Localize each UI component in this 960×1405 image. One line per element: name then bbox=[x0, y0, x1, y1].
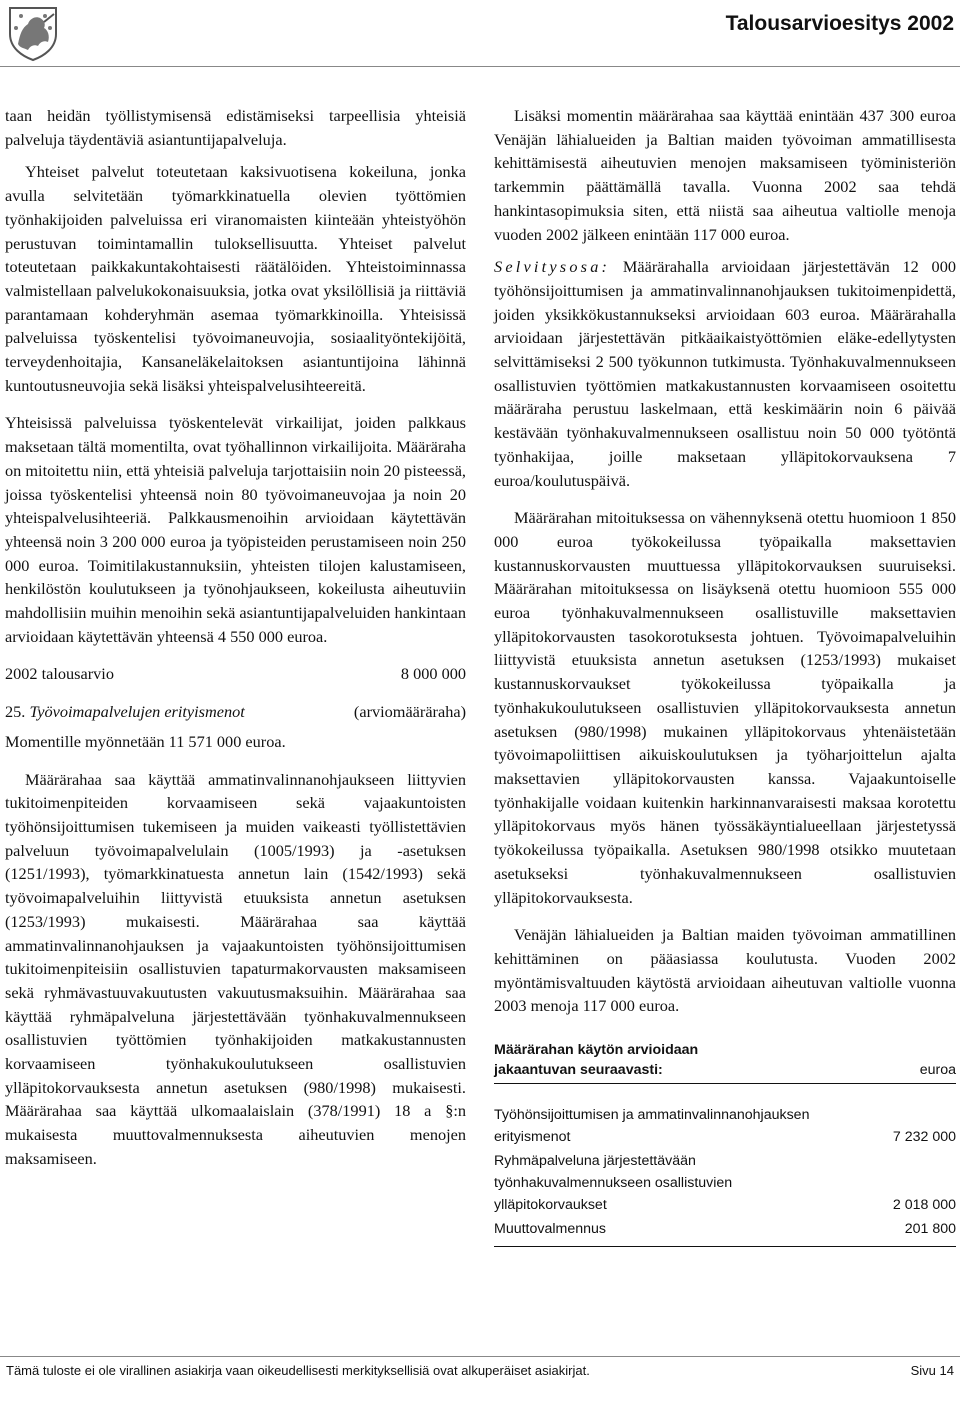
document-title: Talousarvioesitys 2002 bbox=[725, 12, 954, 35]
section-type: (arviomääräraha) bbox=[353, 702, 466, 722]
budget-value: 8 000 000 bbox=[400, 664, 466, 684]
budget-label: 2002 talousarvio bbox=[5, 664, 114, 684]
row-value: 201 800 bbox=[904, 1221, 956, 1238]
paragraph: Määrärahan mitoituksessa on vähennyksenä otettu huomioon 1 850 000 euroa työkokeilussa työpaikalla maksettavien kustannuskorvausten muuttuessa ylläpitokorvauksen suuruiseksi. Määrärahan mitoituksessa on lisäyksenä otettu huomioon 555 000 euroa työnhakuvalmennukseen osallistuville maksettavien ylläpitokorvausten tasokorotuksesta johtuen. Työvoimapalveluihin liittyvistä etuuksista annetun asetuksen (1253/1993) mukaiset kustannuskorvaukset työkokeilussa työpaikalla ja työnhakukoulutukseen osallistuvien ylläpitokorvauksesta annetun asetuksen (980/1998) mukainen ylläpitokorvaus yhtenäistetään työvoimapoliittisen aikuiskoulutuksen ja työharjoittelun ajalta maksettavien ylläpitokorvausten kanssa. Vajaakuntoiselle työnhakijalle voidaan kuitenkin harkinnanvaraisesti maksaa korotettu ylläpitokorvaus myös hänen työssäkäyntialueellaan järjestetyssä työkokeilussa työpaikalla. Asetuksen 980/1998 otsikko muutetaan asetukseksi työnhakuvalmennukseen osallistuvien ylläpitokorvauksesta. bbox=[494, 508, 956, 907]
paragraph: Määrärahaa saa käyttää ammatinvalinnanohjaukseen liittyvien tukitoimenpiteiden korvaamiseen sekä vajaakuntoisten työhönsijoittumisen tukemiseen ja muiden vaikeasti työllistettävien palveluun työvoimapalvelulain (1005/1993) ja -asetuksen (1251/1993), työmarkkinatuesta annetun lain (1542/1993) sekä työvoimapalveluihin liittyvistä etuuksista annetun asetuksen (1253/1993) mukaisesti. Määrärahaa saa käyttää ammatinvalinnanohjauksen ja vajaakuntoisten työhönsijoittumisen tukitoimenpiteisiin osallistuvien tapaturmakorvausten maksamiseen sekä ryhmävastuuvakuutusten vakuutusmaksuihin. Määrärahaa saa käyttää ryhmäpalveluna järjestettävään työnhakuvalmennukseen osallistuvien työttömien työnhakijoiden matkakustannusten korvaamiseen työnhakukoulutukseen osallistuvien ylläpitokorvauksesta annetun asetuksen (980/1998) mukaisesti. Määrärahaa saa käyttää ulkomaalaislain (378/1991) 18 a §:n mukaisesta muuttovalmennuksesta aiheutuvien menojen maksamiseen. bbox=[5, 769, 466, 1168]
header-divider bbox=[0, 66, 960, 67]
granted-amount: Momentille myönnetään 11 571 000 euroa. bbox=[5, 731, 286, 751]
finnish-lion-crest-icon bbox=[4, 4, 62, 62]
paragraph: Lisäksi momentin määrärahaa saa käyttää enintään 437 300 euroa Venäjän lähialueiden ja Baltian maiden työvoiman ammatillisesta kehittämisestä aiheutuvien menojen maksamiseen työministeriön tarkemmin päättämällä tavalla. Vuonna 2002 saa tehdä hankintasopimuksia siten, että niistä saa aiheutua valtiolle menoja vuoden 2002 jälkeen enintään 117 000 euroa. bbox=[494, 106, 956, 244]
row-label: Ryhmäpalveluna järjestettävään työnhakuvalmennukseen osallistuvien ylläpitokorvaukset bbox=[494, 1153, 733, 1214]
table-heading-line: Määrärahan käytön arvioidaan bbox=[494, 1042, 699, 1059]
table-row bbox=[494, 1218, 956, 1240]
table-heading-line: jakaantuvan seuraavasti: bbox=[494, 1062, 663, 1079]
row-label: Muuttovalmennus bbox=[494, 1221, 606, 1238]
section-title: Työvoimapalvelujen erityismenot bbox=[29, 702, 245, 722]
footer-notice: Tämä tuloste ei ole virallinen asiakirja vaan oikeudellisesti merkityksellisiä ovat alkuperäiset asiakirjat. bbox=[6, 1363, 590, 1378]
table-row bbox=[494, 1104, 956, 1148]
row-value: 7 232 000 bbox=[892, 1129, 956, 1146]
paragraph: taan heidän työllistymisensä edistämiseksi tarpeellisia yhteisiä palveluja täydentäviä asiantuntijapalveluja. bbox=[5, 106, 466, 149]
row-value: 2 018 000 bbox=[892, 1197, 956, 1214]
table-row bbox=[494, 1150, 956, 1216]
page-footer bbox=[6, 1363, 954, 1378]
allocation-table-header bbox=[494, 1040, 956, 1084]
left-column bbox=[5, 104, 466, 1171]
table-unit: euroa bbox=[919, 1062, 956, 1079]
paragraph bbox=[494, 255, 956, 492]
page-number: Sivu 14 bbox=[910, 1363, 954, 1378]
budget-row bbox=[5, 662, 466, 686]
paragraph: Yhteisissä palveluissa työskentelevät virkailijat, joiden palkkaus maksetaan tältä momentilta, ovat työhallinnon virkailijoita. Määräraha on mitoitettu niin, että yhteisiä palveluja tarjottaisiin noin 20 pisteessä, joissa työskentelisi yhteensä noin 80 työvoimaneuvojaa ja noin 20 yhteispalvelusihteeriä. Palkkausmenoihin arvioidaan käytettävän yhteensä noin 3 200 000 euroa ja työpisteiden perustamiseen noin 250 000 euroa. Toimitilakustannuksiin, yhteisten tilojen kalustamiseen, henkilöstön koulutukseen ja työnohjaukseen, kokeilusta aiheutuviin mahdollisiin muihin menoihin sekä asiantuntijapalveluiden hankintaan arvioidaan käytettävän yhteensä 4 550 000 euroa. bbox=[5, 413, 466, 646]
allocation-table bbox=[494, 1104, 956, 1247]
paragraph: Venäjän lähialueiden ja Baltian maiden työvoiman ammatillinen kehittäminen on pääasiassa koulutusta. Vuoden 2002 myöntämisvaltuuden käytöstä arvioidaan aiheutuvan valtiolle vuonna 2003 menoja 117 000 euroa. bbox=[494, 925, 956, 1016]
footer-divider bbox=[0, 1356, 960, 1357]
row-label: Työhönsijoittumisen ja ammatinvalinnanohjauksen erityismenot bbox=[494, 1107, 810, 1146]
section-heading bbox=[5, 700, 466, 724]
selvitysosa-text: Määrärahalla arvioidaan järjestettävän 12 000 työhönsijoittumisen ja ammatinvalinnanohjauksen tukitoimenpidettä, joiden yksikkökustannukseksi arvioidaan 603 euroa. Määrärahalla arvioidaan järjestettävän pitkäaikaistyöttömien eläke-edellytysten selvittämiseksi 2 500 työkunnon tutkimusta. Työnhakuvalmennukseen osallistuvien työttömien matkakustannusten korvaamiseen osoitettu määräraha perustuu laskelmaan, että keskimäärin noin 6 päivää kestävään työnhakuvalmennukseen osallistuu noin 50 000 työtöntä työnhakijaa, joille maksetaan ylläpitokorvauksena 7 euroa/koulutuspäivä. bbox=[494, 257, 956, 490]
selvitysosa-label: Selvitysosa: bbox=[494, 257, 611, 277]
right-column bbox=[494, 104, 956, 1247]
paragraph: Yhteiset palvelut toteutetaan kaksivuotisena kokeiluna, jonka avulla selvitetään työmarkkinatuella olevien työttömien työnhakijoiden palveluissa eri viranomaisten kiinteään yhteistyöhön perustuvan toimintamallin tuloksellisuutta. Yhteiset palvelut toteutetaan paikkakuntakohtaisesti räätälöiden. Yhteistoiminnassa valmistellaan palvelukokonaisuuksia, jotka ovat yksilöllisiä ja riittäviä parantamaan kohderyhmän asemaa työmarkkinoilla. Yhteisissä palveluissa työskentelisi työvoimaneuvojia, sosiaalityöntekijöitä, terveydenhoitajia, Kansaneläkelaitoksen asiantuntijoina lähinnä kuntoutusneuvojia sekä lisäksi yhteispalvelusihteereitä. bbox=[5, 162, 466, 395]
page-header bbox=[0, 0, 960, 80]
section-number: 25. bbox=[5, 702, 26, 722]
